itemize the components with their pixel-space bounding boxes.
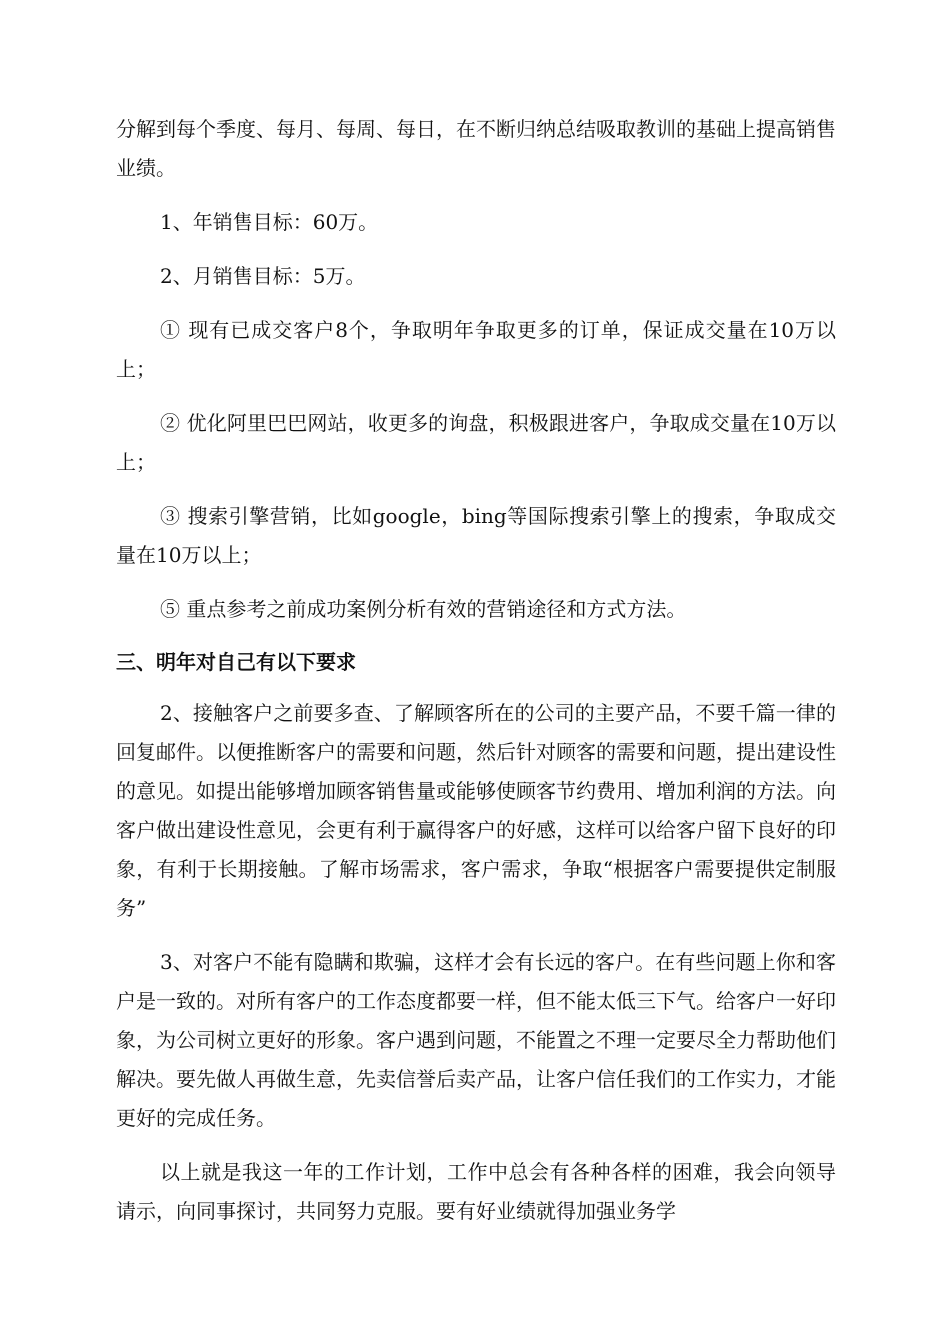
paragraph-item-5: ⑤ 重点参考之前成功案例分析有效的营销途径和方式方法。 [160,597,687,621]
paragraph-continuation: 分解到每个季度、每月、每周、每日，在不断归纳总结吸取教训的基础上提高销售业绩。 [116,117,836,180]
document-body [116,110,836,1246]
paragraph-closing: 以上就是我这一年的工作计划，工作中总会有各种各样的困难，我会向领导请示，向同事探讨，共同努力克服。要有好业绩就得加强业务学 [116,1160,836,1223]
paragraph-item-1: ① 现有已成交客户8个，争取明年争取更多的订单，保证成交量在10万以上； [116,318,836,381]
paragraph-item-3: ③ 搜索引擎营销，比如google，bing等国际搜索引擎上的搜索，争取成交量在10万以上； [116,504,836,567]
section-heading: 三、明年对自己有以下要求 [116,650,356,674]
paragraph-requirement-2: 2、接触客户之前要多查、了解顾客所在的公司的主要产品，不要千篇一律的回复邮件。以便推断客户的需要和问题，然后针对顾客的需要和问题，提出建设性的意见。如提出能够增加顾客销售量或能够使顾客节约费用、增加利润的方法。向客户做出建设性意见，会更有利于赢得客户的好感，这样可以给客户留下良好的印象，有利于长期接触。了解市场需求，客户需求，争取“根据客户需要提供定制服务” [116,701,836,920]
paragraph-item-2: ② 优化阿里巴巴网站，收更多的询盘，积极跟进客户，争取成交量在10万以上； [116,411,836,474]
paragraph-requirement-3: 3、对客户不能有隐瞒和欺骗，这样才会有长远的客户。在有些问题上你和客户是一致的。对所有客户的工作态度都要一样，但不能太低三下气。给客户一好印象，为公司树立更好的形象。客户遇到问题，不能置之不理一定要尽全力帮助他们解决。要先做人再做生意，先卖信誉后卖产品，让客户信任我们的工作实力，才能更好的完成任务。 [116,950,836,1130]
paragraph-monthly-target: 2、月销售目标：5万。 [160,264,366,288]
paragraph-annual-target: 1、年销售目标：60万。 [160,210,379,234]
